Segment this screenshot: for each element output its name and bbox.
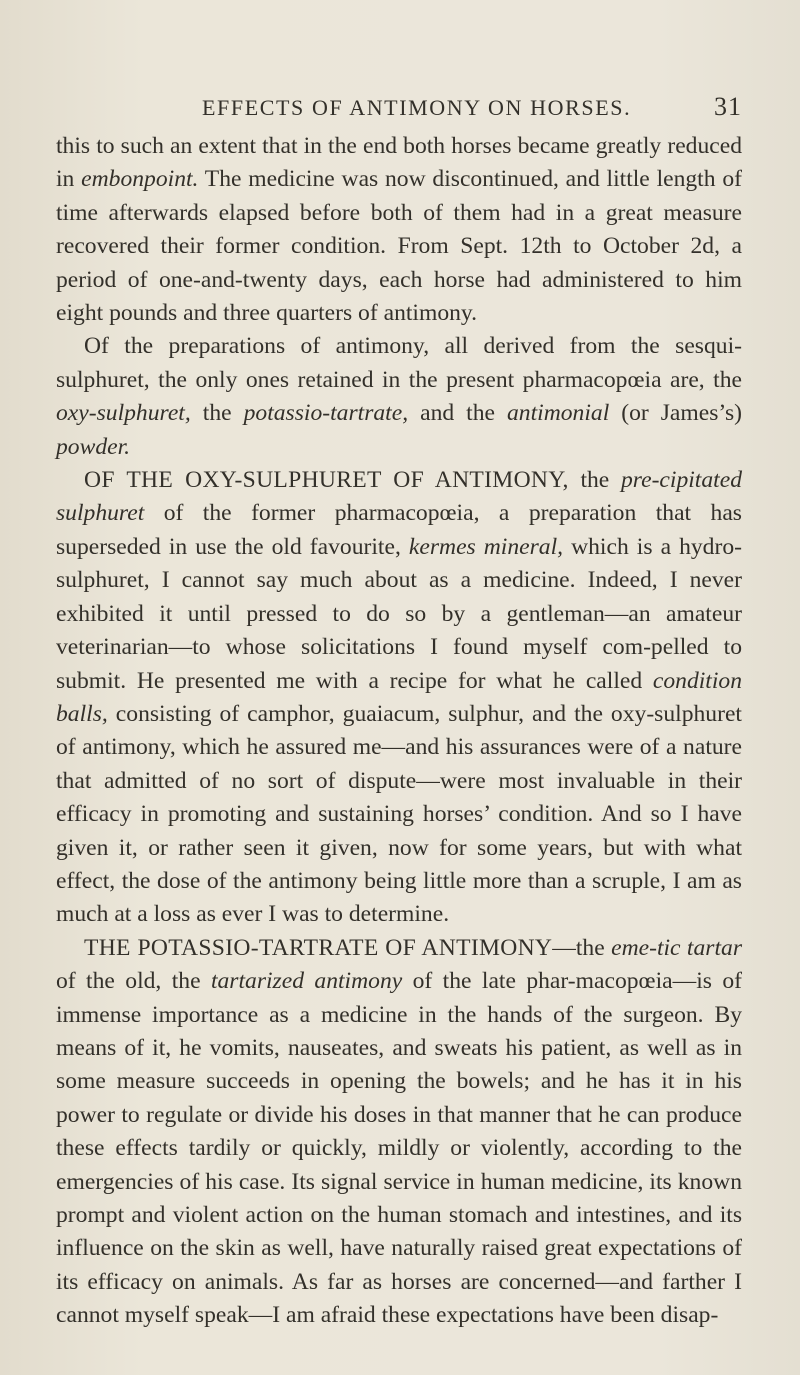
- section-heading-oxy-sulphuret: OF THE OXY-SULPHURET OF ANTIMONY,: [84, 467, 569, 494]
- body-text: [56, 130, 742, 1333]
- paragraph-3-italic-1: pre-cipitated sulphuret: [56, 467, 742, 527]
- paragraph-3-text-2: of the former pharmacopœia, a preparation that has superseded in use the old favourite,: [56, 500, 742, 560]
- paragraph-2: [56, 330, 742, 464]
- paragraph-2-italic-2: potassio-tartrate,: [243, 400, 409, 427]
- paragraph-4-text-3: of the late phar-macopœia—is of immense importance as a medicine in the hands of the surgeon. By means of it, he vomits, nauseates, and sweats his patient, as well as in some measure succeeds in opening the bowels; and he has it in his power to regulate or divide his doses in that manner that he can produce these effects tardily or quickly, mildly or violently, according to the emergencies of his case. Its signal service in human medicine, its known prompt and violent action on the human stomach and intestines, and its influence on the skin as well, have naturally raised great expectations of its efficacy on animals. As far as horses are concerned—and farther I cannot myself speak—I am afraid these expectations have been disap-: [56, 968, 742, 1329]
- paragraph-3-italic-2: kermes mineral,: [408, 533, 564, 560]
- paragraph-1: [56, 130, 742, 330]
- paragraph-4-italic-2: tartarized antimony: [210, 968, 403, 995]
- paragraph-2-italic-4: powder.: [56, 433, 131, 460]
- paragraph-2-text-1: Of the preparations of antimony, all derived from the sesqui-sulphuret, the only ones retained in the present pharmacopœia are, the: [56, 333, 742, 393]
- section-heading-potassio-tartrate: THE POTASSIO-TARTRATE OF ANTIMONY: [84, 934, 553, 961]
- paragraph-3-italic-3: condition balls,: [56, 667, 742, 727]
- paragraph-2-text-2: the: [190, 400, 244, 427]
- paragraph-3-text-1: the: [568, 467, 621, 494]
- paragraph-3-text-4: consisting of camphor, guaiacum, sulphur, and the oxy-sulphuret of antimony, which he assured me—and his assurances were of a nature that admitted of no sort of dispute—were most invaluable in their efficacy in promoting and sustaining horses’ condition. And so I have given it, or rather seen it given, now for some years, but with what effect, the dose of the antimony being little more than a scruple, I am as much at a loss as ever I was to determine.: [56, 700, 742, 928]
- paragraph-4: [56, 932, 742, 1333]
- paragraph-2-italic-3: antimonial: [507, 400, 610, 427]
- running-head: [56, 0, 742, 121]
- paragraph-2-text-3: and the: [408, 400, 507, 427]
- paragraph-1-text-2: The medicine was now discontinued, and little length of time afterwards elapsed before both of them had in a great measure recovered their former condition. From Sept. 12th to October 2d, a period of one-and-twenty days, each horse had administered to him eight pounds and three quarters of antimony.: [56, 166, 742, 327]
- paragraph-2-italic-1: oxy-sulphuret,: [56, 400, 191, 427]
- running-title: EFFECTS OF ANTIMONY ON HORSES.: [202, 95, 632, 120]
- paragraph-1-italic-1: embonpoint.: [81, 166, 199, 193]
- paragraph-4-italic-1: eme-tic tartar: [611, 934, 743, 961]
- paragraph-4-text-2: of the old, the: [56, 968, 211, 995]
- paragraph-3: [56, 464, 742, 932]
- paragraph-4-text-1: —the: [552, 934, 612, 961]
- paragraph-1-text-1: this to such an extent that in the end both horses became greatly reduced in: [56, 133, 742, 193]
- paragraph-2-text-4: (or James’s): [609, 400, 743, 427]
- paragraph-3-text-3: which is a hydro-sulphuret, I cannot say much about as a medicine. Indeed, I never exhibited it until pressed to do so by a gentleman—an amateur veterinarian—to whose solicitations I found myself com-pelled to submit. He presented me with a recipe for what he called: [56, 533, 742, 694]
- page-number: 31: [714, 92, 742, 121]
